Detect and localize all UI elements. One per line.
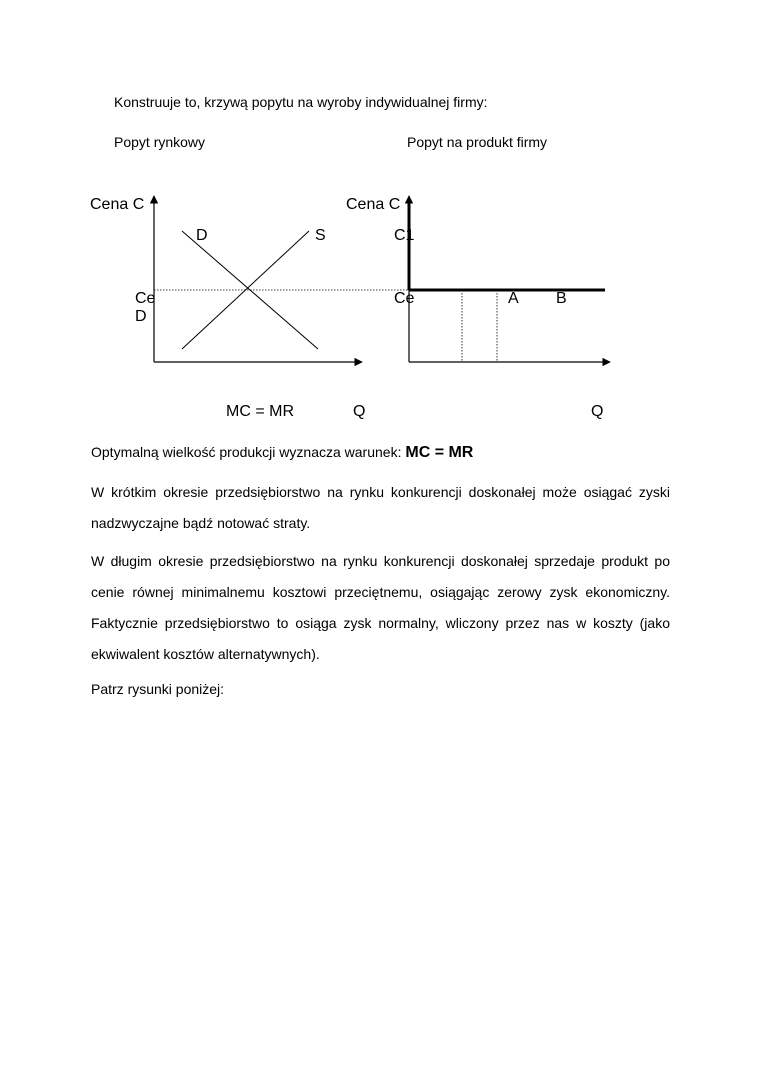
point-b-label: B (556, 290, 567, 307)
left-chart-heading: Popyt rynkowy (114, 134, 206, 150)
demand-label: D (196, 227, 208, 244)
right-chart-heading: Popyt na produkt firmy (407, 134, 548, 150)
left-x-axis-label: Q (353, 403, 366, 420)
optimal-condition: MC = MR (405, 444, 474, 461)
short-run-paragraph: W krótkim okresie przedsiębiorstwo na rynku konkurencji doskonałej może osiągać zyski nadzwyczajne bądź notować straty. (91, 484, 670, 531)
optimal-text: Optymalną wielkość produkcji wyznacza warunek: (91, 444, 402, 460)
left-equilibrium-price-label: Ce (135, 290, 156, 307)
left-y-axis-label: Cena C (90, 196, 145, 213)
see-below-text: Patrz rysunki poniżej: (91, 681, 225, 697)
right-x-axis-label: Q (591, 403, 604, 420)
supply-label: S (315, 227, 326, 244)
right-equilibrium-price-label: Ce (394, 290, 415, 307)
caption-condition: MC = MR (226, 403, 294, 420)
left-equilibrium-extra-label: D (135, 308, 147, 325)
price-c1-label: C1 (394, 227, 415, 244)
long-run-paragraph: W długim okresie przedsiębiorstwo na rynku konkurencji doskonałej sprzedaje produkt po cenie równej minimalnemu kosztowi przeciętnemu, osiągając zerowy zysk ekonomiczny. Faktycznie przedsiębiorstwo to osiąga zysk normalny, wliczony przez nas w koszty (jako ekwiwalent kosztów alternatywnych). (91, 553, 670, 662)
intro-text: Konstruuje to, krzywą popytu na wyroby indywidualnej firmy: (114, 94, 488, 110)
point-a-label: A (508, 290, 519, 307)
right-y-axis-label: Cena C (346, 196, 401, 213)
optimal-condition-line (91, 443, 670, 462)
